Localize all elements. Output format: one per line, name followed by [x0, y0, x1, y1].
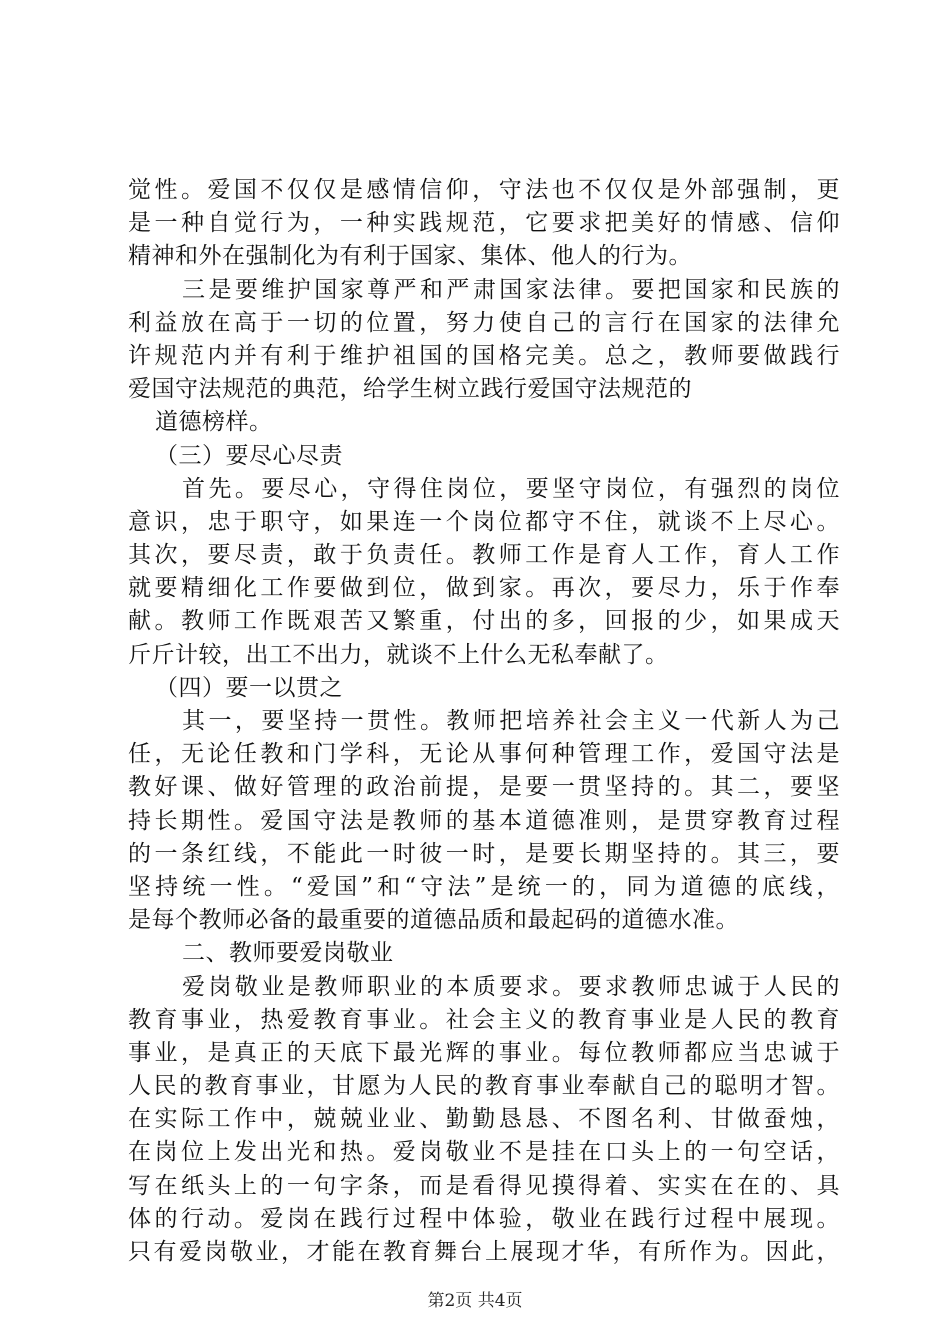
text-line: 教育事业，热爱教育事业。社会主义的教育事业是人民的教育 — [128, 1006, 840, 1033]
text-line: 利益放在高于一切的位置，努力使自己的言行在国家的法律允 — [128, 309, 840, 336]
text-line: 在实际工作中，兢兢业业、勤勤恳恳、不图名利、甘做蚕烛， — [128, 1106, 840, 1133]
text-line: 精神和外在强制化为有利于国家、集体、他人的行为。 — [128, 243, 692, 270]
text-line: 体的行动。爱岗在践行过程中体验，敬业在践行过程中展现。 — [128, 1205, 840, 1232]
text-line: 道德榜样。 — [155, 409, 273, 436]
text-line: 首先。要尽心，守得住岗位，要坚守岗位，有强烈的岗位 — [182, 475, 840, 502]
text-line: 是一种自觉行为，一种实践规范，它要求把美好的情感、信仰 — [128, 210, 840, 237]
text-line: 三是要维护国家尊严和严肃国家法律。要把国家和民族的 — [182, 276, 840, 303]
text-line: 爱岗敬业是教师职业的本质要求。要求教师忠诚于人民的 — [182, 973, 840, 1000]
page-footer: 第2页 共4页 — [427, 1291, 523, 1311]
text-line: 其次，要尽责，敢于负责任。教师工作是育人工作，育人工作 — [128, 542, 840, 569]
text-line: （四）要一以贯之 — [155, 674, 343, 701]
text-line: 人民的教育事业，甘愿为人民的教育事业奉献自己的聪明才智。 — [128, 1073, 840, 1100]
text-line: 事业，是真正的天底下最光辉的事业。每位教师都应当忠诚于 — [128, 1039, 840, 1066]
text-line: 是每个教师必备的最重要的道德品质和最起码的道德水准。 — [128, 907, 739, 934]
body-text — [128, 174, 840, 1269]
text-line: 就要精细化工作要做到位，做到家。再次，要尽力，乐于作奉 — [128, 575, 840, 602]
text-line: 任，无论任教和门学科，无论从事何种管理工作，爱国守法是 — [128, 741, 840, 768]
text-line: 觉性。爱国不仅仅是感情信仰，守法也不仅仅是外部强制，更 — [128, 177, 840, 203]
text-line: 斤斤计较，出工不出力，就谈不上什么无私奉献了。 — [128, 641, 669, 668]
text-line: 坚持统一性。“爱国”和“守法”是统一的，同为道德的底线， — [128, 873, 840, 900]
text-line: 意识，忠于职守，如果连一个岗位都守不住，就谈不上尽心。 — [128, 508, 840, 535]
text-line: 写在纸头上的一句字条，而是看得见摸得着、实实在在的、具 — [128, 1172, 840, 1199]
text-line: （三）要尽心尽责 — [155, 442, 343, 469]
text-line: 二、教师要爱岗敬业 — [182, 940, 394, 967]
text-line: 献。教师工作既艰苦又繁重，付出的多，回报的少，如果成天 — [128, 608, 840, 635]
text-line: 许规范内并有利于维护祖国的国格完美。总之，教师要做践行 — [128, 342, 840, 369]
text-line: 爱国守法规范的典范，给学生树立践行爱国守法规范的 — [128, 376, 692, 403]
text-line: 其一，要坚持一贯性。教师把培养社会主义一代新人为己 — [182, 708, 840, 734]
text-line: 在岗位上发出光和热。爱岗敬业不是挂在口头上的一句空话， — [128, 1139, 840, 1166]
text-line: 只有爱岗敬业，才能在教育舞台上展现才华，有所作为。因此， — [128, 1239, 840, 1265]
text-line: 的一条红线，不能此一时彼一时，是要长期坚持的。其三，要 — [128, 840, 840, 867]
text-line: 教好课、做好管理的政治前提，是要一贯坚持的。其二，要坚 — [128, 774, 840, 801]
text-line: 持长期性。爱国守法是教师的基本道德准则，是贯穿教育过程 — [128, 807, 840, 834]
